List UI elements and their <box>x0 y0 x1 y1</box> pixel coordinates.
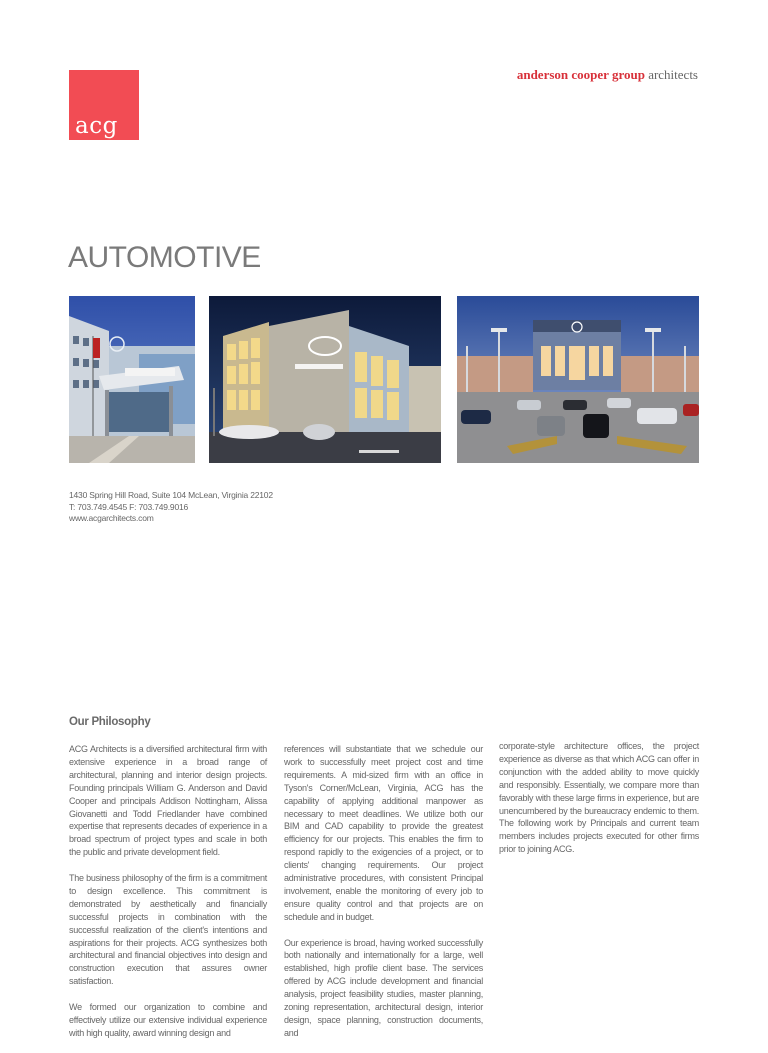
contact-website: www.acgarchitects.com <box>69 513 154 523</box>
contact-phone-fax: T: 703.749.4545 F: 703.749.9016 <box>69 501 189 512</box>
logo-text: acg <box>75 113 118 139</box>
acg-logo <box>69 70 139 140</box>
philosophy-paragraph: Our experience is broad, having worked successfully both nationally and internationally for a large, well established, high profile client base. The services offered by ACG include development and financial analysis, project feasibility studies, master planning, zoning representation, architectural design, interior design, space planning, construction documents, and <box>284 937 483 1038</box>
contact-address: 1430 Spring Hill Road, Suite 104 McLean, Virginia 22102 <box>69 490 273 500</box>
philosophy-paragraph: The business philosophy of the firm is a commitment to design excellence. This commitment is demonstrated by aesthetically and financially successful projects in combination with the successful realization of the client's intentions and aspirations for their projects. ACG synthesizes both architectural and financial objectives into design and construction execution that assures owner satisfaction. <box>69 873 267 987</box>
philosophy-column-3 <box>499 740 699 869</box>
philosophy-paragraph: ACG Architects is a diversified architectural firm with extensive experience in a broad range of architectural, planning and interior design projects. Founding principals William G. Anderson and David Cooper and principals Addison Nottingham, Alissa Giovanetti and Todd Friedlander have combined expertise that represents decades of experience in a broad spectrum of project types and scale in both the public and private development field. <box>69 744 267 858</box>
mercedes-dealership-facade-photo <box>69 296 195 463</box>
firm-name-bold: anderson cooper group <box>516 67 645 82</box>
philosophy-paragraph: corporate-style architecture offices, the project experience as diverse as that which ACG can offer in conjunction with the added ability to move quickly and responsibly. Essentially, we compare more than favorably with these large firms in experience, but are unencumbered by the bureaucracy endemic to them. The following work by Principals and current team members includes projects executed for other firms prior to joining ACG. <box>499 741 699 855</box>
contact-block <box>69 490 273 525</box>
firm-name <box>517 67 698 83</box>
philosophy-paragraph: references will substantiate that we schedule our work to successfully meet project cost and time requirements. A mid-sized firm with an office in Tyson's Corner/McLean, Virginia, ACG has the capability of applying additional manpower as necessary to meet deadlines. We utilize both our BIM and CAD capability to provide the greatest efficiency for our projects. This enables the firm to respond rapidly to the exigencies of a project, or to clients' changing requirements. Our project administrative procedures, with consistent Principal involvement, enable the monitoring of every job to ensure quality control and that projects are on schedule and in budget. <box>284 744 483 922</box>
mercedes-dealership-lot-photo <box>457 296 699 463</box>
philosophy-column-1 <box>69 743 267 1053</box>
infiniti-dealership-night-photo <box>209 296 441 463</box>
firm-name-rest: architects <box>644 67 698 82</box>
philosophy-heading: Our Philosophy <box>69 716 151 728</box>
philosophy-paragraph: We formed our organization to combine and effectively utilize our extensive individual experience with high quality, award winning design and <box>69 1002 267 1038</box>
philosophy-column-2 <box>284 743 483 1053</box>
page-title: AUTOMOTIVE <box>68 241 261 275</box>
